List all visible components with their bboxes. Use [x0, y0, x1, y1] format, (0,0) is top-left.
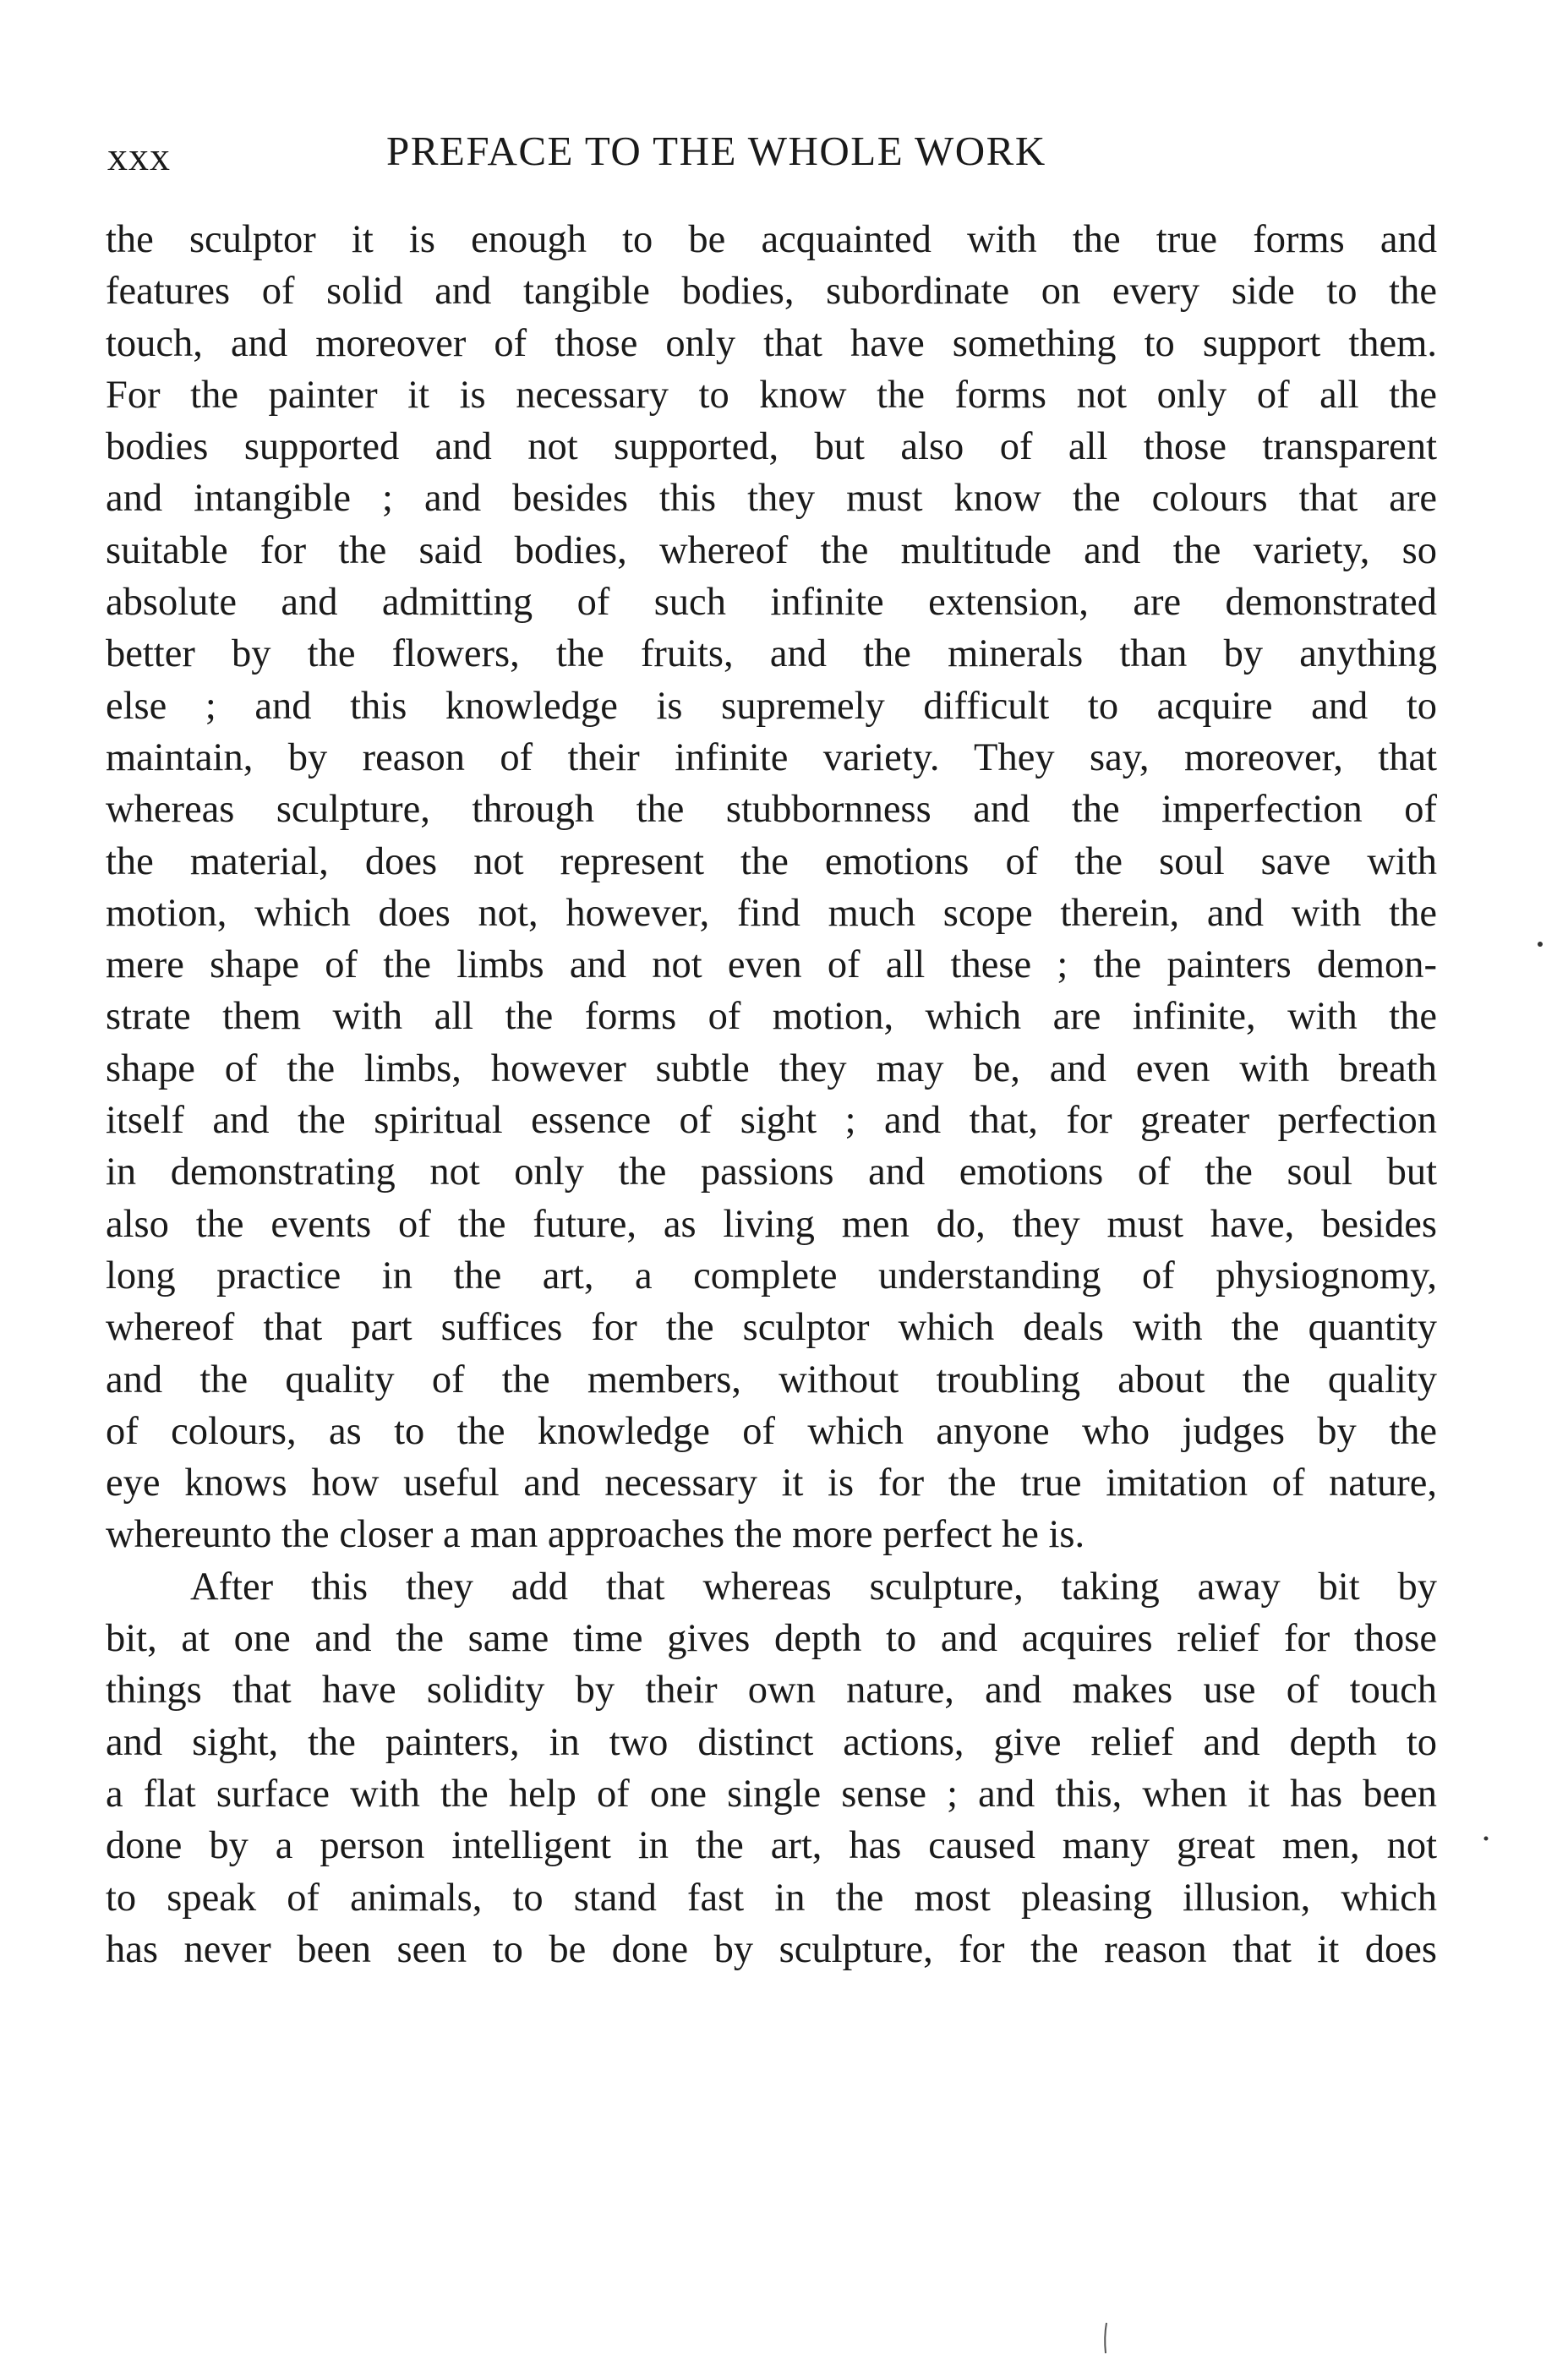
text-line: of colours, as to the knowledge of which anyone who judges by the — [106, 1409, 1437, 1453]
text-line: features of solid and tangible bodies, subordinate on every side to the — [106, 270, 1437, 314]
text-line: better by the flowers, the fruits, and the minerals than by anything — [106, 632, 1437, 676]
text-line: and sight, the painters, in two distinct actions, give relief and depth to — [106, 1720, 1437, 1764]
text-line: motion, which does not, however, find much scope therein, and with the — [106, 891, 1437, 935]
text-line: long practice in the art, a complete understanding of physiognomy, — [106, 1254, 1437, 1297]
text-line: and the quality of the members, without troubling about the quality — [106, 1358, 1437, 1401]
text-line: to speak of animals, to stand fast in the most pleasing illusion, which — [106, 1876, 1437, 1920]
text-line: absolute and admitting of such infinite extension, are demonstrated — [106, 581, 1437, 625]
text-line: the sculptor it is enough to be acquainted with the true forms and — [106, 218, 1437, 261]
running-head: PREFACE TO THE WHOLE WORK — [386, 128, 1046, 174]
text-line: bit, at one and the same time gives depth to and acquires relief for those — [106, 1617, 1437, 1661]
text-line: the material, does not represent the emotions of the soul save with — [106, 839, 1437, 883]
text-line: whereof that part suffices for the sculptor which deals with the quantity — [106, 1306, 1437, 1350]
text-line: has never been seen to be done by sculpture, for the reason that it does — [106, 1927, 1437, 1971]
paragraph-start-line: After this they add that whereas sculpture, taking away bit by — [190, 1565, 1437, 1609]
text-line: and intangible ; and besides this they must know the colours that are — [106, 477, 1437, 521]
text-line: touch, and moreover of those only that have something to support them. — [106, 321, 1437, 365]
text-line: itself and the spiritual essence of sight ; and that, for greater perfection — [106, 1099, 1437, 1143]
speck-mark — [1538, 942, 1543, 947]
speck-mark — [1105, 2323, 1106, 2353]
text-line: maintain, by reason of their infinite variety. They say, moreover, that — [106, 735, 1437, 779]
text-line: shape of the limbs, however subtle they may be, and even with breath — [106, 1046, 1437, 1090]
speck-mark — [1484, 1837, 1489, 1841]
text-line: a flat surface with the help of one single sense ; and this, when it has been — [106, 1772, 1437, 1816]
text-line: things that have solidity by their own nature, and makes use of touch — [106, 1669, 1437, 1713]
text-line: also the events of the future, as living men do, they must have, besides — [106, 1202, 1437, 1246]
text-line: For the painter it is necessary to know the forms not only of all the — [106, 373, 1437, 417]
text-line: done by a person intelligent in the art, has caused many great men, not — [106, 1824, 1437, 1868]
text-line: else ; and this knowledge is supremely difficult to acquire and to — [106, 684, 1437, 728]
text-line: bodies supported and not supported, but also of all those transparent — [106, 425, 1437, 469]
text-line: in demonstrating not only the passions and emotions of the soul but — [106, 1150, 1437, 1194]
text-line: mere shape of the limbs and not even of all these ; the painters demon- — [106, 943, 1437, 987]
page-number: xxx — [107, 134, 171, 179]
text-line: suitable for the said bodies, whereof the multitude and the variety, so — [106, 528, 1437, 572]
paragraph-end-line: whereunto the closer a man approaches the more perfect he is. — [106, 1513, 1085, 1557]
text-line: strate them with all the forms of motion, which are infinite, with the — [106, 995, 1437, 1039]
text-line: eye knows how useful and necessary it is for the true imitation of nature, — [106, 1461, 1437, 1505]
text-line: whereas sculpture, through the stubbornness and the imperfection of — [106, 788, 1437, 832]
